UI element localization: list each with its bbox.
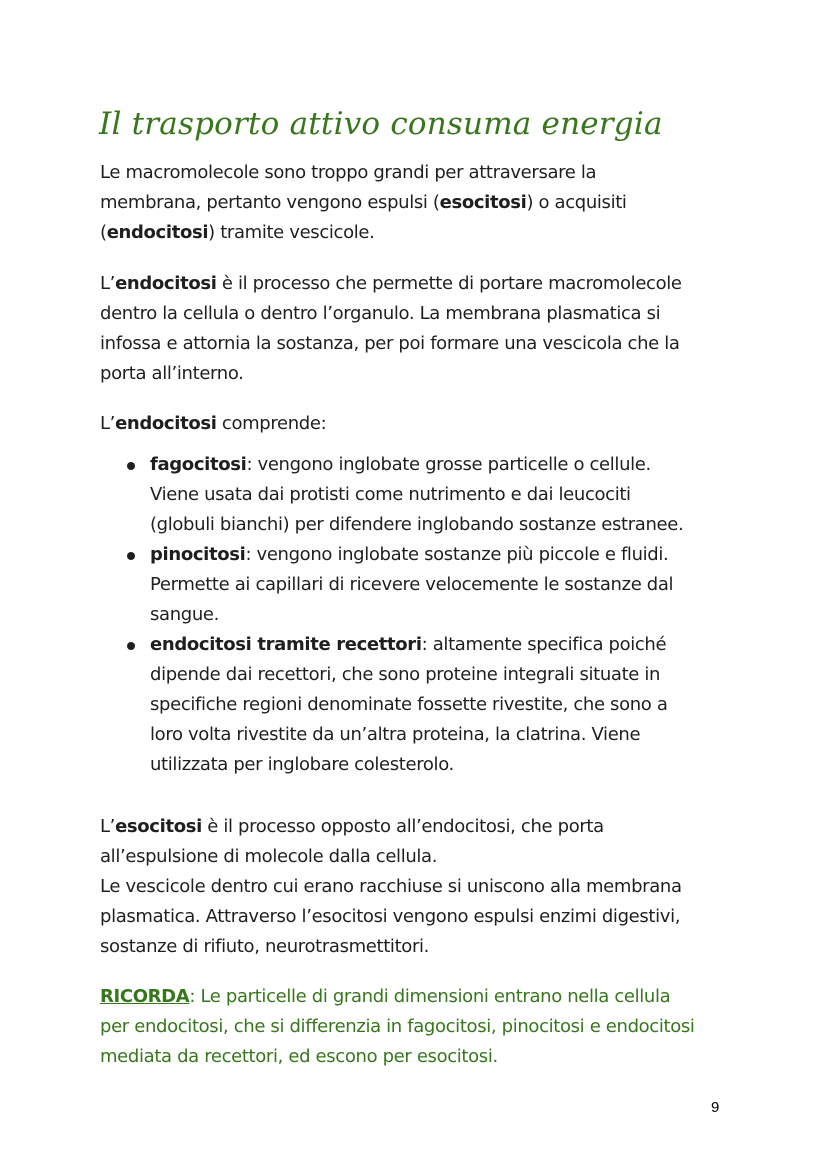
- ricorda-text: per endocitosi, che si differenzia in fagocitosi, pinocitosi e endocitosi: [100, 1016, 695, 1037]
- ricorda-note: [100, 982, 740, 1072]
- paragraph-text: Le vescicole dentro cui erano racchiuse si uniscono alla membrana: [100, 876, 682, 897]
- list-text: sangue.: [150, 604, 219, 625]
- list-item: [100, 540, 740, 630]
- term-endocitosi: endocitosi: [115, 273, 217, 294]
- bullet-icon: [127, 642, 135, 650]
- ricorda-text: : Le particelle di grandi dimensioni entrano nella cellula: [189, 986, 671, 1007]
- list-text: specifiche regioni denominate fossette rivestite, che sono a: [150, 694, 668, 715]
- paragraph-text: è il processo opposto all’endocitosi, che porta: [201, 816, 604, 837]
- list-term: fagocitosi: [150, 454, 247, 475]
- term-esocitosi: esocitosi: [439, 192, 527, 213]
- term-endocitosi: endocitosi: [106, 222, 209, 243]
- list-text: Viene usata dai protisti come nutrimento e dai leucociti: [150, 484, 631, 505]
- list-text: : altamente specifica poiché: [421, 634, 667, 655]
- list-term: pinocitosi: [150, 544, 246, 565]
- list-text: : vengono inglobate sostanze più piccole e fluidi.: [245, 544, 669, 565]
- paragraph-text: comprende:: [216, 413, 327, 434]
- ricorda-text: mediata da recettori, ed escono per esocitosi.: [100, 1046, 498, 1067]
- paragraph-text: all’espulsione di molecole dalla cellula.: [100, 846, 438, 867]
- endocitosi-paragraph: [100, 269, 740, 389]
- list-text: dipende dai recettori, che sono proteine integrali situate in: [150, 664, 661, 685]
- intro-text: ) o acquisiti: [526, 192, 627, 213]
- bullet-icon: [127, 462, 135, 470]
- list-item: [100, 630, 740, 780]
- page-title: Il trasporto attivo consuma energia: [99, 106, 663, 142]
- endocitosi-types-list: [100, 450, 740, 780]
- paragraph-text: plasmatica. Attraverso l’esocitosi vengono espulsi enzimi digestivi,: [100, 906, 681, 927]
- intro-text: ) tramite vescicole.: [208, 222, 375, 243]
- list-text: Permette ai capillari di ricevere velocemente le sostanze dal: [150, 574, 674, 595]
- paragraph-text: porta all’interno.: [100, 363, 244, 384]
- intro-text: Le macromolecole sono troppo grandi per attraversare la: [100, 162, 597, 183]
- paragraph-text: L’: [100, 273, 116, 294]
- paragraph-text: sostanze di rifiuto, neurotrasmettitori.: [100, 936, 430, 957]
- paragraph-text: infossa e attornia la sostanza, per poi formare una vescicola che la: [100, 333, 680, 354]
- term-endocitosi: endocitosi: [115, 413, 217, 434]
- term-esocitosi: esocitosi: [115, 816, 202, 837]
- ricorda-label: RICORDA: [100, 986, 190, 1007]
- intro-text: membrana, pertanto vengono espulsi (: [100, 192, 440, 213]
- paragraph-text: L’: [100, 816, 116, 837]
- intro-paragraph: [100, 158, 740, 248]
- list-text: : vengono inglobate grosse particelle o cellule.: [246, 454, 651, 475]
- paragraph-text: L’: [100, 413, 116, 434]
- list-text: utilizzata per inglobare colesterolo.: [150, 754, 454, 775]
- intro-text: (: [100, 222, 107, 243]
- paragraph-text: è il processo che permette di portare macromolecole: [216, 273, 682, 294]
- page-number: 9: [711, 1099, 720, 1116]
- list-term: endocitosi tramite recettori: [150, 634, 422, 655]
- list-text: loro volta rivestite da un’altra proteina, la clatrina. Viene: [150, 724, 641, 745]
- paragraph-text: dentro la cellula o dentro l’organulo. La membrana plasmatica si: [100, 303, 661, 324]
- bullet-icon: [127, 552, 135, 560]
- esocitosi-paragraph: [100, 812, 740, 962]
- list-item: [100, 450, 740, 540]
- list-text: (globuli bianchi) per difendere inglobando sostanze estranee.: [150, 514, 684, 535]
- comprende-paragraph: [100, 409, 740, 439]
